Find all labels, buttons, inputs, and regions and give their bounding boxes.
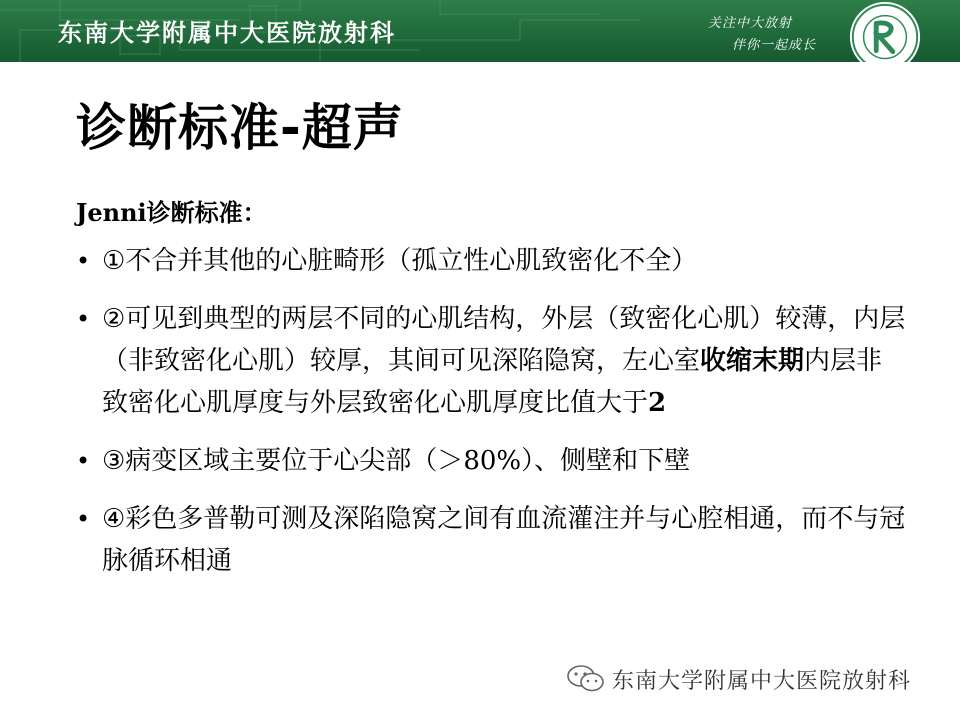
bullet-dot: • (76, 305, 91, 333)
bullet-text: ③病变区域主要位于心尖部（＞ (102, 446, 464, 476)
watermark-text: 东南大学附属中大医院放射科 (612, 668, 912, 694)
criteria-subheading: Jenni诊断标准： (76, 198, 267, 227)
list-item (76, 240, 906, 282)
list-item (76, 440, 906, 482)
list-item (76, 498, 906, 582)
bullet-dot: • (76, 447, 91, 475)
wechat-watermark (566, 662, 911, 696)
bullet-text: ）、侧壁和下壁 (521, 446, 691, 476)
bullet-number: 2 (648, 388, 667, 418)
wechat-icon (566, 663, 606, 695)
bullet-number: 80% (463, 446, 522, 476)
hospital-logo-icon (846, 0, 924, 62)
list-item (76, 298, 906, 424)
slide-title: 诊断标准-超声 (76, 99, 404, 157)
header-slogan-line1: 关注中大放射 (708, 16, 793, 31)
bullet-emphasis: 收缩末期 (700, 346, 805, 376)
header-bar (0, 0, 960, 62)
bullet-dot: • (76, 505, 91, 533)
header-slogan-line2: 伴你一起成长 (732, 38, 817, 53)
header-title: 东南大学附属中大医院放射科 (58, 18, 396, 47)
bullet-dot: • (76, 247, 91, 275)
bullet-text: 内层非致密化心肌厚度与外层致密化心肌厚度比值大于 (102, 346, 883, 418)
criteria-list (76, 240, 906, 598)
bullet-text: ②可见到典型的两层不同的心肌结构，外层（致密化心肌）较薄，内层（非致密化心肌）较厚，其间可见深陷隐窝，左心室 (102, 304, 906, 376)
bullet-text: ④彩色多普勒可测及深陷隐窝之间有血流灌注并与心腔相通，而不与冠脉循环相通 (102, 504, 906, 576)
bullet-text: ①不合并其他的心脏畸形（孤立性心肌致密化不全） (102, 246, 698, 276)
